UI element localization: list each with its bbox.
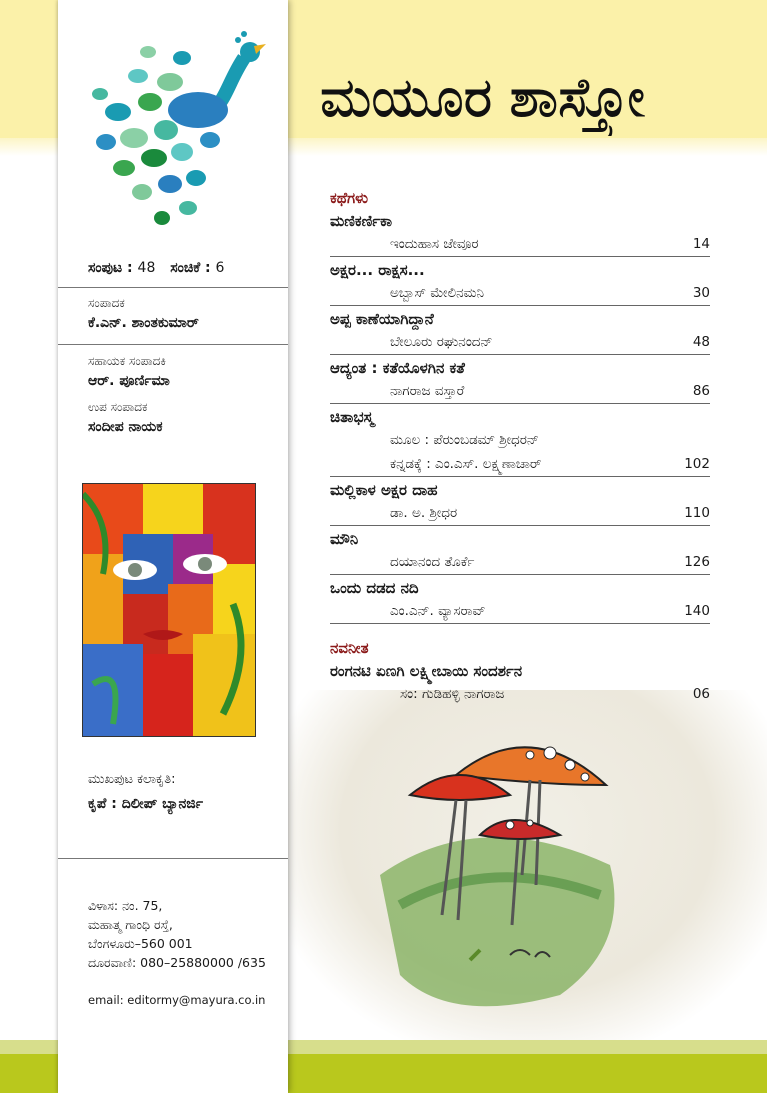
story-title: ಮಣಿಕರ್ಣಿಕಾ [330, 212, 393, 230]
story-title: ಅಕ್ಷರ... ರಾಕ್ಷಸ... [330, 261, 425, 279]
navaneeta-heading: ನವನೀತ [330, 639, 369, 657]
table-of-contents [330, 188, 710, 706]
page-number: 06 [692, 686, 710, 702]
navaneeta-author: ಸಂ: ಗುಡಿಹಳ್ಳಿ ನಾಗರಾಜ [400, 686, 505, 702]
page-number: 110 [684, 505, 710, 521]
toc-entry [330, 599, 710, 624]
page-number: 30 [692, 285, 710, 301]
toc-entry [330, 232, 710, 257]
divider [58, 858, 288, 859]
toc-entry [330, 501, 710, 526]
story-author: ಮೂಲ : ಪೆರುಂಬಡಮ್ ಶ್ರೀಧರನ್ [390, 432, 539, 448]
toc-entry [330, 428, 710, 452]
toc-entry [330, 330, 710, 355]
peacock-logo-icon [78, 12, 278, 242]
toc-entry [330, 682, 710, 706]
divider [58, 287, 288, 288]
story-title: ಒಂದು ದಡದ ನದಿ [330, 579, 419, 597]
page-number: 86 [692, 383, 710, 399]
page-number: 48 [692, 334, 710, 350]
page-number: 140 [684, 603, 710, 619]
story-author: ಅಬ್ಬಾಸ್ ಮೇಲಿನಮನಿ [390, 285, 484, 301]
issue-number-label: ಸಂಚಿಕೆ : [170, 260, 211, 276]
magazine-title [320, 56, 700, 136]
sub-editor-label: ಉಪ ಸಂಪಾದಕ [88, 400, 148, 414]
story-title: ಚಿತಾಭಸ್ಮ [330, 408, 374, 426]
assistant-editor-label: ಸಹಾಯಕ ಸಂಪಾದಕಿ [88, 354, 166, 368]
story-author: ನಾಗರಾಜ ವಸ್ತಾರೆ [390, 383, 465, 399]
address-line3: ಬೆಂಗಳೂರು–560 001 [88, 936, 193, 951]
assistant-editor-name: ಆರ್. ಪೂರ್ಣಿಮಾ [88, 373, 170, 389]
mushroom-illustration-icon [360, 725, 690, 1025]
volume-number: 48 [137, 260, 156, 276]
issue-number: 6 [215, 260, 225, 276]
navaneeta-title: ರಂಗನಟಿ ಏಣಗಿ ಲಕ್ಷ್ಮೀಬಾಯಿ ಸಂದರ್ಶನ [330, 662, 523, 680]
email-address: email: editormy@mayura.co.in [88, 993, 266, 1007]
cover-artwork [82, 483, 256, 737]
editor-label: ಸಂಪಾದಕ [88, 296, 125, 310]
story-author: ಬೇಲೂರು ರಘುನಂದನ್ [390, 334, 493, 350]
cover-credit-label: ಮುಖಪುಟ ಕಲಾಕೃತಿ: [88, 772, 176, 787]
page-number: 102 [684, 456, 710, 472]
page-number: 126 [684, 554, 710, 570]
toc-entry [330, 281, 710, 306]
toc-entry [330, 550, 710, 575]
editor-name: ಕೆ.ಎನ್. ಶಾಂತಕುಮಾರ್ [88, 315, 199, 331]
page-number: 14 [692, 236, 710, 252]
address-line1: ವಿಳಾಸ: ನಂ. 75, [88, 898, 163, 913]
sidebar [58, 0, 288, 1093]
cover-credit-name: ಕೃಪೆ : ದಿಲೀಪ್ ಬ್ಯಾನರ್ಜಿ [88, 796, 203, 812]
address-line2: ಮಹಾತ್ಮ ಗಾಂಧಿ ರಸ್ತೆ, [88, 917, 173, 932]
story-title: ಅಪ್ಪ ಕಾಣೆಯಾಗಿದ್ದಾನೆ [330, 310, 434, 328]
story-translator: ಕನ್ನಡಕ್ಕೆ : ಎಂ.ಎಸ್. ಲಕ್ಷ್ಮಣಾಚಾರ್ [390, 456, 542, 472]
volume-label: ಸಂಪುಟ : [88, 260, 133, 276]
sub-editor-name: ಸಂದೀಪ ನಾಯಕ [88, 419, 163, 435]
divider [58, 344, 288, 345]
toc-entry [330, 379, 710, 404]
toc-entry [330, 452, 710, 477]
magazine-title-text: ಮಯೂರ ಶಾಸ್ತ್ರೋ [320, 66, 646, 129]
story-title: ಮೌನಿ [330, 530, 359, 548]
cover-face-painting-icon [83, 484, 255, 736]
stories-heading: ಕಥೆಗಳು [330, 189, 369, 207]
story-author: ಡಾ. ಅ. ಶ್ರೀಧರ [390, 505, 458, 521]
story-author: ಇಂದುಹಾಸ ಜೇವೂರ [390, 236, 479, 252]
story-title: ಆದ್ಯಂತ : ಕತೆಯೊಳಗಿನ ಕತೆ [330, 359, 465, 377]
story-title: ಮಲ್ಲಿಕಾಳ ಅಕ್ಷರ ದಾಹ [330, 481, 438, 499]
phone-number: ದೂರವಾಣಿ: 080–25880000 /635 [88, 955, 266, 970]
issue-info [88, 260, 234, 276]
story-author: ದಯಾನಂದ ತೊರ್ಕೆ [390, 554, 475, 570]
story-author: ಎಂ.ಎನ್. ವ್ಯಾಸರಾವ್ [390, 603, 486, 619]
